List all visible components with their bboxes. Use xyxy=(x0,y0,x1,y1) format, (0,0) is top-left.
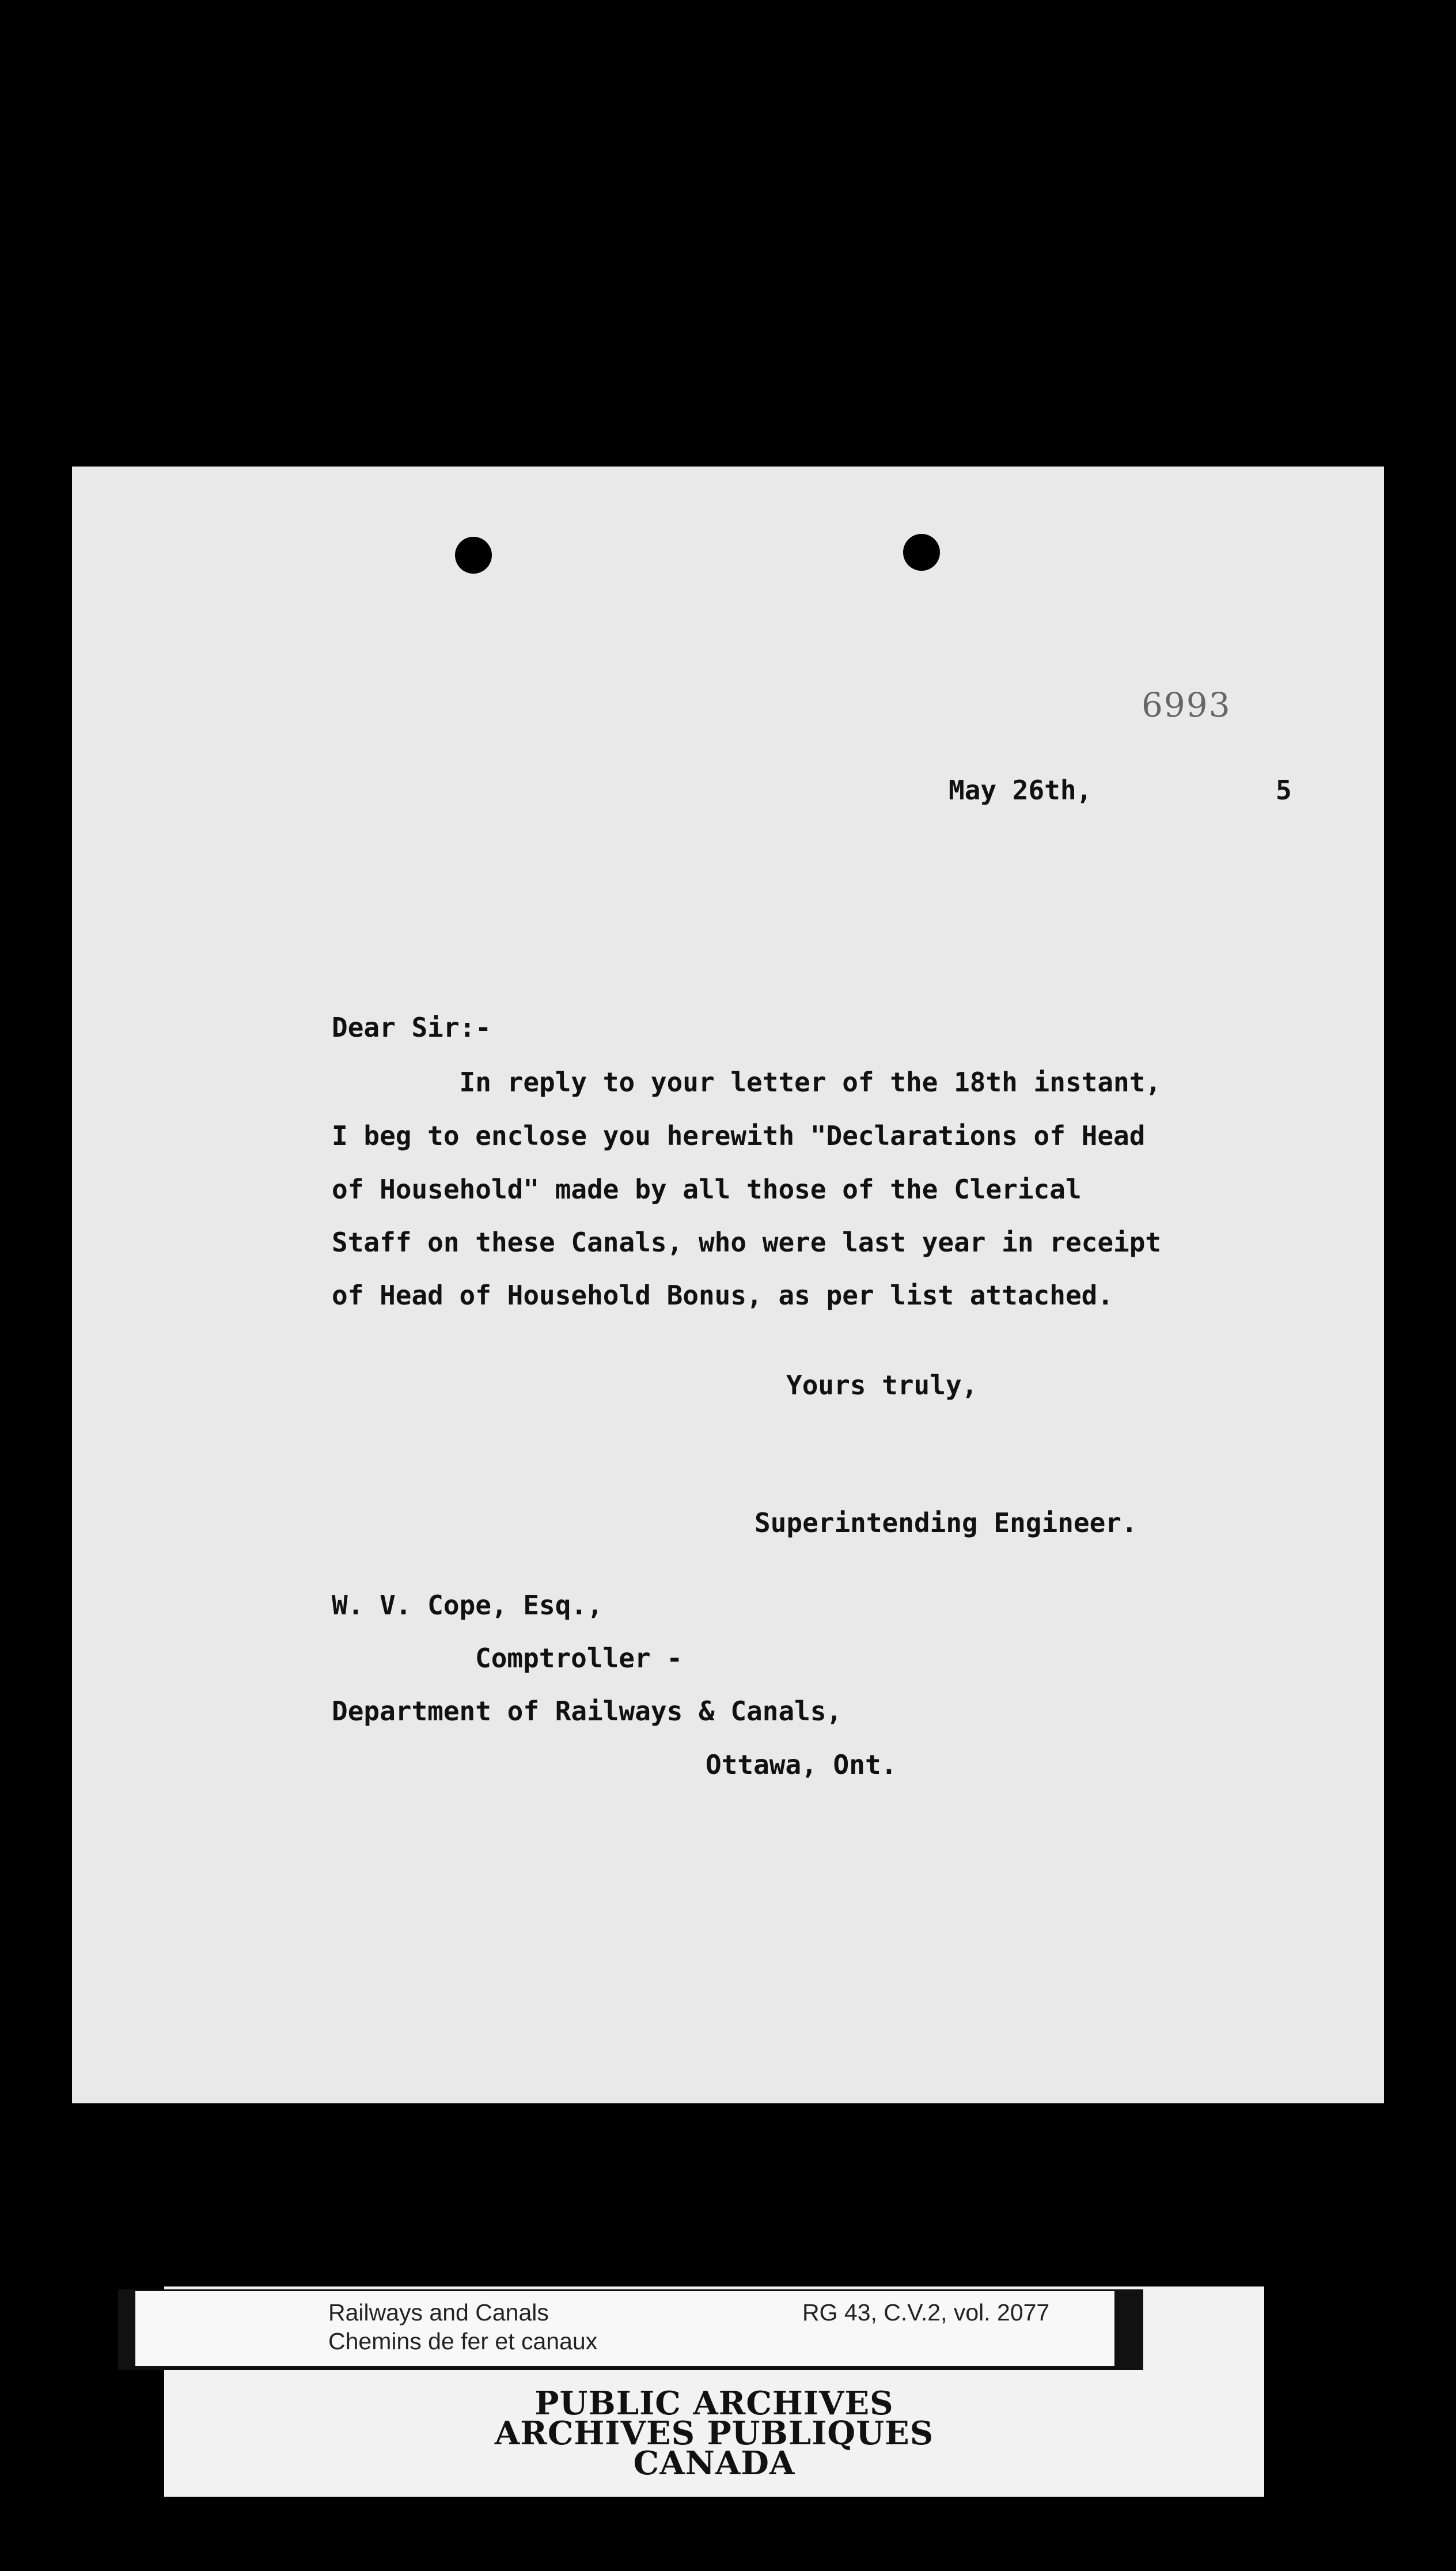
body-line: of Household" made by all those of the Clerical xyxy=(332,1174,1082,1205)
archive-name-fr: ARCHIVES PUBLIQUES xyxy=(494,2414,934,2452)
punch-hole-left xyxy=(455,537,492,574)
archive-country: CANADA xyxy=(633,2444,795,2482)
signature-title: Superintending Engineer. xyxy=(754,1507,1138,1538)
address-name: W. V. Cope, Esq., xyxy=(332,1590,603,1621)
archive-reference: RG 43, C.V.2, vol. 2077 xyxy=(802,2299,1050,2326)
fonds-name-en: Railways and Canals xyxy=(328,2299,549,2326)
archive-name-en: PUBLIC ARCHIVES xyxy=(534,2384,894,2422)
body-line: of Head of Household Bonus, as per list attached. xyxy=(332,1280,1114,1311)
letter-page xyxy=(72,467,1384,2103)
year-digit: 5 xyxy=(1276,775,1292,806)
address-department: Department of Railways & Canals, xyxy=(332,1696,843,1727)
letter-date: May 26th, xyxy=(949,775,1093,806)
body-line: I beg to enclose you herewith "Declarations of Head xyxy=(332,1120,1146,1151)
salutation: Dear Sir:- xyxy=(332,1012,491,1043)
fonds-name-fr: Chemins de fer et canaux xyxy=(328,2328,598,2354)
body-line: Staff on these Canals, who were last year in receipt xyxy=(332,1227,1162,1258)
punch-hole-right xyxy=(903,534,940,571)
address-city: Ottawa, Ont. xyxy=(706,1749,897,1780)
file-number: 6993 xyxy=(1142,685,1231,725)
body-line: In reply to your letter of the 18th instant, xyxy=(332,1067,1162,1098)
address-title: Comptroller - xyxy=(475,1643,683,1674)
closing: Yours truly, xyxy=(786,1370,978,1401)
